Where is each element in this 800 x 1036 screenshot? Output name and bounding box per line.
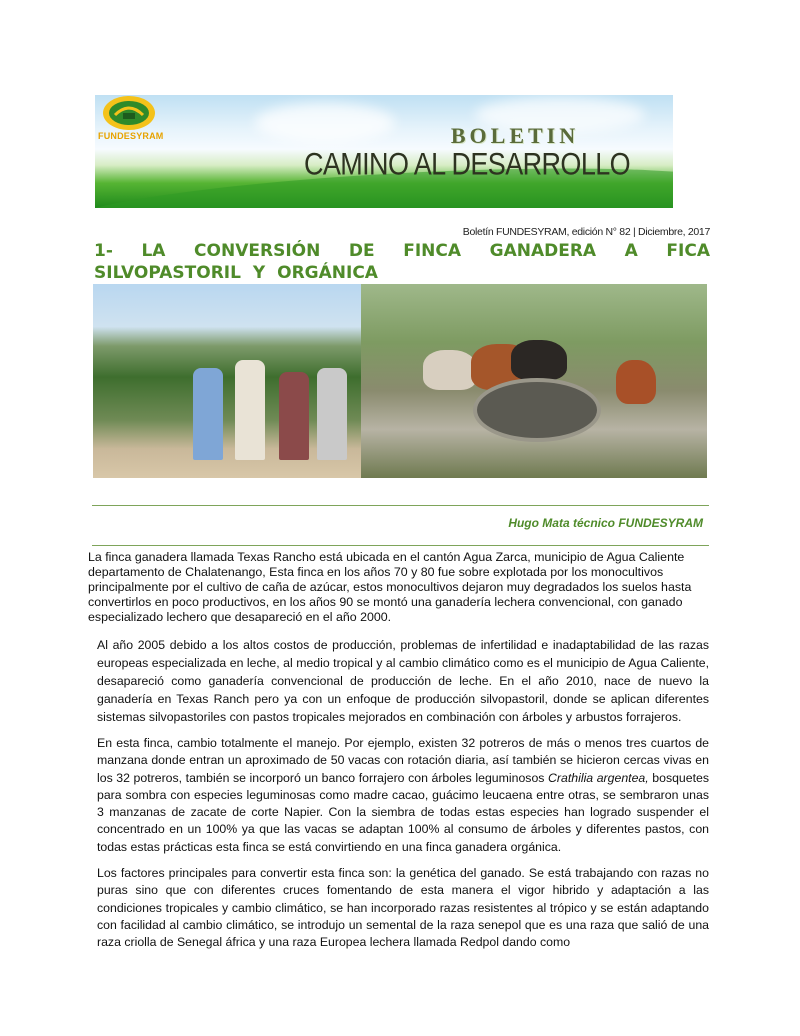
fundesyram-logo-icon	[101, 95, 157, 131]
divider-bottom	[92, 545, 709, 546]
paragraph-3: En esta finca, cambio totalmente el manejo. Por ejemplo, existen 32 potreros de más o menos tres cuartos de manzana donde entran un aproximado de 50 vacas con rotación diaria, así también se hicieron cercas vivas en los 32 potreros, también se incorporó un banco forrajero con árboles leguminosos Crathilia argentea, bosquetes para sombra con especies leguminosas como madre cacao, guácimo leucaena entre otras, se sembraron unas 3 manzanas de zacate de corte Napier. Con la siembra de todas estas especies han logrado suspender el concentrado en un 100% ya que las vacas se adaptan 100% al consumo de árboles y diferentes pastos, con todas estas prácticas esta finca se está convirtiendo en una finca ganadera orgánica.	[97, 736, 710, 854]
intro-paragraph: La finca ganadera llamada Texas Rancho está ubicada en el cantón Agua Zarca, municipio de Agua Caliente departamento de Chalatenango, Esta finca en los años 70 y 80 fue sobre explotada por los monocultivos principalmente por el cultivo de caña de azúcar, estos monocultivos dejaron muy degradados los suelos hasta convertirlos en poco productivos, en los años 90 se montó una ganadería lechera convencional, con ganado especializado lechero que desapareció en el año 2000.	[88, 550, 692, 624]
divider-top	[92, 505, 709, 506]
paragraph-2: Al año 2005 debido a los altos costos de producción, problemas de infertilidad e inadaptabilidad de las razas europeas especializada en leche, al medio tropical y al cambio climático como es el municipio de Agua Caliente, desapareció como ganadería convencional de producción de leche. En el año 2010, nace de nuevo la ganadería en Texas Ranch pero ya con un enfoque de producción silvopastoril, donde se aplican diferentes sistemas silvopastoriles con pastos tropicales mejorados en combinación con árboles y arbustos forrajeros.	[97, 638, 709, 724]
photo-farmers	[93, 284, 361, 478]
photo-strip	[93, 284, 707, 478]
article-title: 1- LA CONVERSIÓN DE FINCA GANADERA A FICA SILVOPASTORIL Y ORGÁNICA	[94, 241, 710, 283]
banner-subtitle: CAMINO AL DESARROLLO	[303, 147, 631, 182]
edition-line: Boletín FUNDESYRAM, edición N° 82 | Diciembre, 2017	[462, 226, 710, 238]
photo-cattle	[361, 284, 707, 478]
header-banner	[95, 95, 673, 208]
paragraph-4: Los factores principales para convertir esta finca son: la genética del ganado. Se está trabajando con razas no puras sino que con diferentes cruces fomentando de esta manera el vigor hibrido y adaptación a las condiciones tropicales y cambio climático, se han incorporado razas resistentes al trópico y se están adaptando con facilidad al cambio climático, se introdujo un semental de la raza senepol que es una raza que salió de una raza criolla de Senegal áfrica y una raza Europea lechera llamada Redpol dando como	[97, 866, 709, 950]
author-line: Hugo Mata técnico FUNDESYRAM	[508, 516, 703, 530]
logo-text: FUNDESYRAM	[98, 131, 164, 141]
banner-title: BOLETIN	[450, 123, 580, 148]
article-body	[97, 636, 709, 961]
